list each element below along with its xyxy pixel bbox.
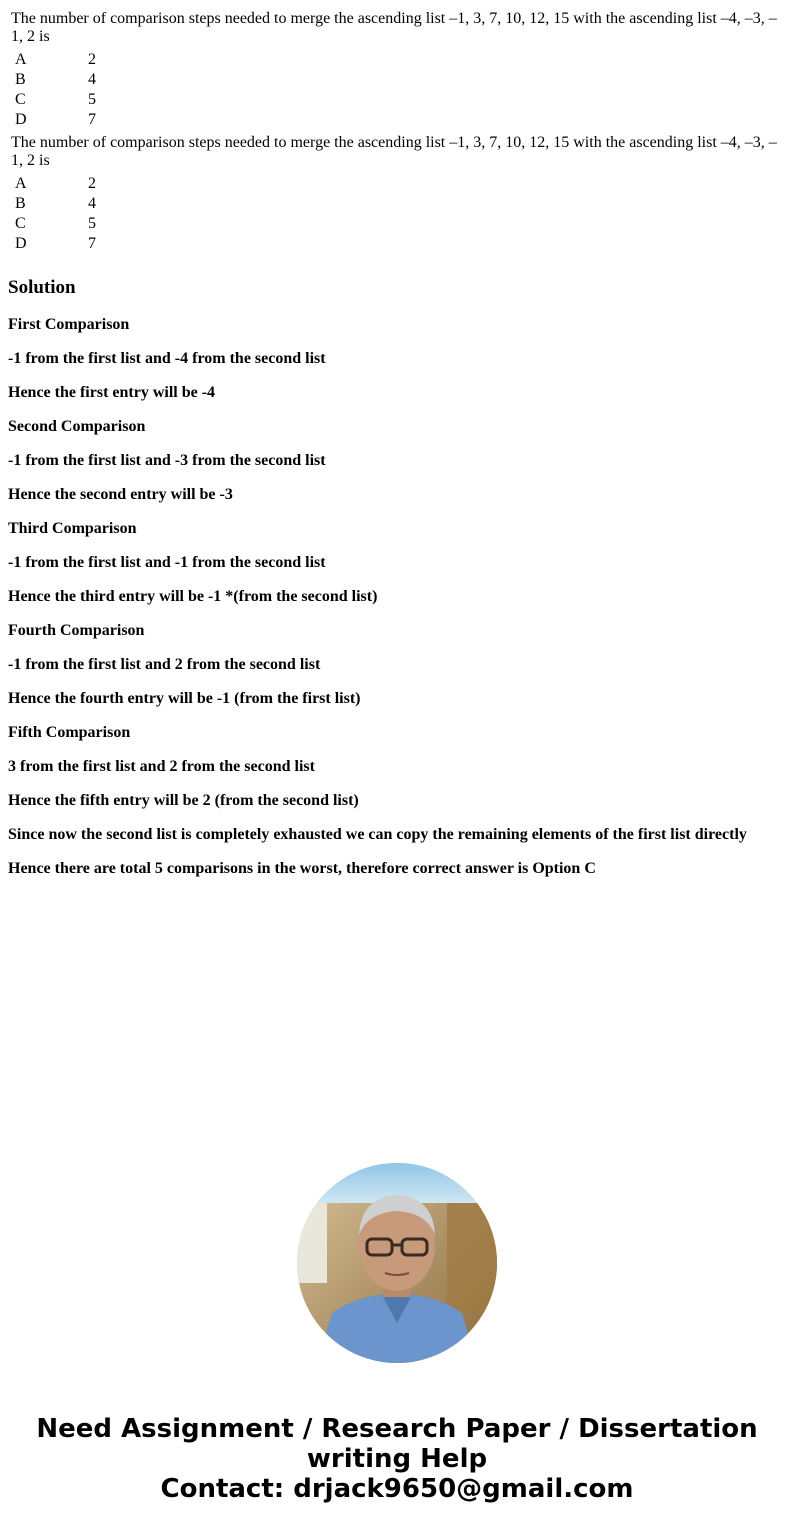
option-letter: D [15, 111, 27, 128]
solution-step: 3 from the first list and 2 from the second list [8, 758, 315, 775]
question-text: The number of comparison steps needed to merge the ascending list –1, 3, 7, 10, 12, 15 with the ascending list –4, –3, –1, 2 is [11, 10, 777, 45]
solution-step: Hence there are total 5 comparisons in the worst, therefore correct answer is Option C [8, 860, 596, 877]
option-value: 4 [88, 195, 96, 212]
question-block-repeat [0, 134, 794, 254]
option-row [12, 90, 99, 110]
solution-heading: Solution [8, 277, 76, 298]
option-row [12, 234, 99, 254]
option-letter: A [15, 175, 27, 192]
option-row [12, 70, 99, 90]
option-value: 7 [88, 111, 96, 128]
solution-step: Third Comparison [8, 520, 137, 537]
option-row [12, 50, 99, 70]
banner-line: Need Assignment / Research Paper / Dissertation [36, 1414, 758, 1444]
options-table [12, 174, 99, 254]
option-letter: A [15, 51, 27, 68]
option-row [12, 110, 99, 130]
option-row [12, 194, 99, 214]
question-block [0, 10, 794, 130]
author-photo [297, 1163, 497, 1363]
option-letter: B [15, 195, 26, 212]
solution-step: Hence the first entry will be -4 [8, 384, 216, 401]
option-letter: B [15, 71, 26, 88]
solution-step: Hence the second entry will be -3 [8, 486, 233, 503]
avatar [297, 1163, 497, 1363]
solution-step: Hence the fourth entry will be -1 (from the first list) [8, 690, 361, 707]
solution-step: Hence the third entry will be -1 *(from the second list) [8, 588, 378, 605]
option-value: 2 [88, 175, 96, 192]
options-table [12, 50, 99, 130]
solution-step: Since now the second list is completely exhausted we can copy the remaining elements of the first list directly [8, 826, 747, 843]
option-letter: D [15, 235, 27, 252]
solution-section [0, 276, 794, 878]
contact-banner [0, 1414, 794, 1504]
solution-step: Second Comparison [8, 418, 146, 435]
solution-step: -1 from the first list and 2 from the second list [8, 656, 321, 673]
solution-step: Fifth Comparison [8, 724, 131, 741]
option-row [12, 214, 99, 234]
banner-line: writing Help [306, 1444, 488, 1474]
question-text: The number of comparison steps needed to merge the ascending list –1, 3, 7, 10, 12, 15 with the ascending list –4, –3, –1, 2 is [11, 134, 777, 169]
solution-step: -1 from the first list and -3 from the second list [8, 452, 326, 469]
option-letter: C [15, 215, 26, 232]
solution-step: Hence the fifth entry will be 2 (from the second list) [8, 792, 359, 809]
option-letter: C [15, 91, 26, 108]
solution-step: First Comparison [8, 316, 130, 333]
option-value: 7 [88, 235, 96, 252]
solution-step: -1 from the first list and -1 from the second list [8, 554, 326, 571]
solution-step: Fourth Comparison [8, 622, 145, 639]
option-value: 2 [88, 51, 96, 68]
option-value: 4 [88, 71, 96, 88]
contact-email: Contact: drjack9650@gmail.com [160, 1474, 634, 1504]
option-value: 5 [88, 215, 96, 232]
solution-step: -1 from the first list and -4 from the second list [8, 350, 326, 367]
option-row [12, 174, 99, 194]
option-value: 5 [88, 91, 96, 108]
